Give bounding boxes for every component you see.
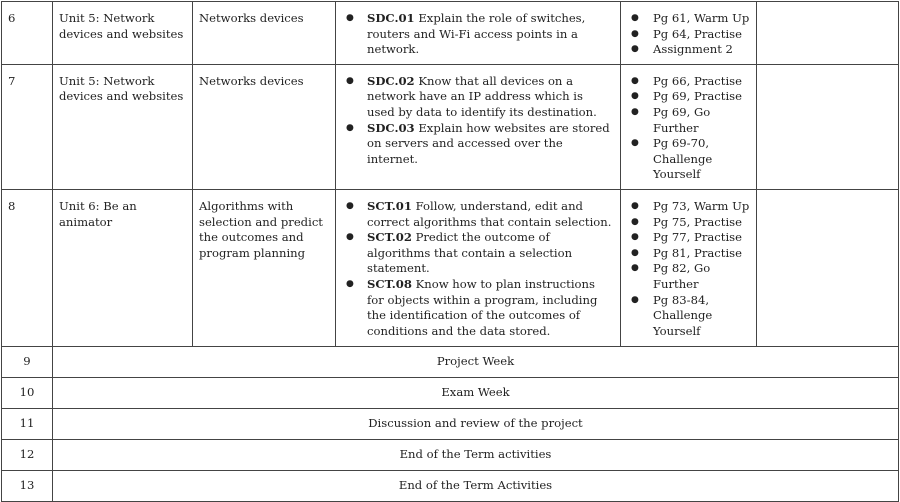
table-row <box>2 346 899 377</box>
objectives-list <box>342 199 614 339</box>
objective-code: SDC.03 <box>367 120 415 135</box>
notes-cell <box>757 2 899 65</box>
scheme-of-work-table <box>1 1 899 502</box>
week-cell: 8 <box>2 189 53 346</box>
table-row <box>2 189 899 346</box>
week-cell: 6 <box>2 2 53 65</box>
table-row <box>2 2 899 65</box>
notes-cell <box>757 64 899 189</box>
table-row <box>2 377 899 408</box>
objectives-list <box>342 74 614 168</box>
unit-cell: Unit 5: Network devices and websites <box>53 2 193 65</box>
objective-code: SDC.02 <box>367 73 415 88</box>
list-item: ● Pg 69, Go Further <box>627 105 750 136</box>
objectives-cell <box>336 64 621 189</box>
list-item: ● Pg 73, Warm Up <box>627 199 750 215</box>
list-item <box>342 277 614 339</box>
objective-text: Know how to plan instructions for objects within a program, including the identification of the outcomes of conditions and the data stored. <box>367 276 598 338</box>
activity-cell: End of the Term Activities <box>53 470 899 501</box>
notes-cell <box>757 189 899 346</box>
resources-cell <box>621 189 757 346</box>
list-item <box>342 230 614 277</box>
list-item: ● Pg 83-84, Challenge Yourself <box>627 293 750 340</box>
objective-code: SCT.01 <box>367 198 412 213</box>
list-item <box>342 11 614 58</box>
topic-cell: Networks devices <box>193 64 336 189</box>
objective-text: Follow, understand, edit and correct algorithms that contain selection. <box>367 198 612 229</box>
objectives-cell <box>336 2 621 65</box>
objectives-cell <box>336 189 621 346</box>
list-item <box>342 74 614 121</box>
list-item: ● Pg 64, Practise <box>627 27 750 43</box>
week-cell: 12 <box>2 439 53 470</box>
list-item: ● Pg 61, Warm Up <box>627 11 750 27</box>
resources-list <box>627 11 750 58</box>
objective-text: Explain the role of switches, routers and Wi-Fi access points in a network. <box>367 11 586 57</box>
list-item: ● Pg 81, Practise <box>627 246 750 262</box>
resources-list <box>627 199 750 339</box>
list-item: ● Pg 77, Practise <box>627 230 750 246</box>
table-row <box>2 439 899 470</box>
activity-cell: End of the Term activities <box>53 439 899 470</box>
resources-cell <box>621 2 757 65</box>
objective-code: SCT.08 <box>367 276 412 291</box>
activity-cell: Discussion and review of the project <box>53 408 899 439</box>
week-cell: 13 <box>2 470 53 501</box>
list-item: ● Pg 66, Practise <box>627 74 750 90</box>
resources-cell <box>621 64 757 189</box>
resources-list <box>627 74 750 183</box>
objective-code: SDC.01 <box>367 11 415 25</box>
topic-cell: Networks devices <box>193 2 336 65</box>
table-row <box>2 470 899 501</box>
objectives-list <box>342 11 614 58</box>
topic-cell: Algorithms with selection and predict the outcomes and program planning <box>193 189 336 346</box>
unit-cell: Unit 6: Be an animator <box>53 189 193 346</box>
week-cell: 11 <box>2 408 53 439</box>
objective-code: SCT.02 <box>367 230 412 245</box>
list-item: ● Pg 75, Practise <box>627 215 750 231</box>
list-item: ● Pg 69, Practise <box>627 89 750 105</box>
week-cell: 9 <box>2 346 53 377</box>
table-row <box>2 408 899 439</box>
objective-text: Explain how websites are stored on servers and accessed over the internet. <box>367 120 610 166</box>
list-item <box>342 199 614 230</box>
list-item: ● Assignment 2 <box>627 42 750 58</box>
list-item: ● Pg 82, Go Further <box>627 261 750 292</box>
objective-text: Know that all devices on a network have an IP address which is used by data to identify its destination. <box>367 73 597 119</box>
list-item <box>342 121 614 168</box>
table-row <box>2 64 899 189</box>
week-cell: 7 <box>2 64 53 189</box>
unit-cell: Unit 5: Network devices and websites <box>53 64 193 189</box>
week-cell: 10 <box>2 377 53 408</box>
activity-cell: Project Week <box>53 346 899 377</box>
objective-text: Predict the outcome of algorithms that contain a selection statement. <box>367 230 573 276</box>
activity-cell: Exam Week <box>53 377 899 408</box>
list-item: ● Pg 69-70, Challenge Yourself <box>627 136 750 183</box>
